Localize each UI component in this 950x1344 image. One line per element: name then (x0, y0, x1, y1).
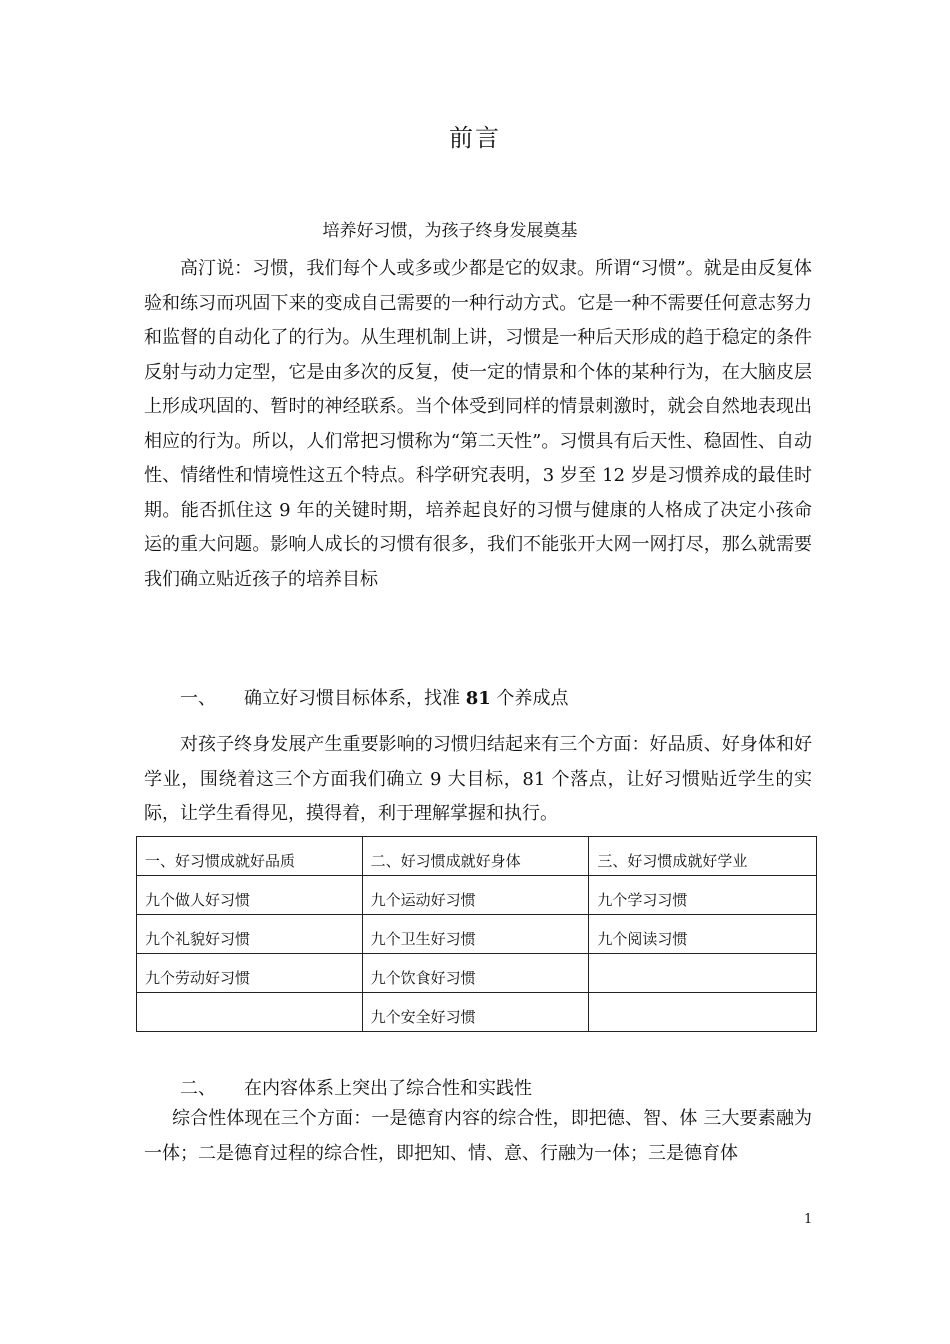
table-cell (137, 993, 363, 1032)
table-row (137, 876, 817, 915)
section-2-title: 在内容体系上突出了综合性和实践性 (244, 1078, 532, 1099)
table-cell: 九个礼貌好习惯 (137, 915, 363, 954)
section-1-title-suffix: 个养成点 (490, 688, 569, 709)
table-cell: 二、好习惯成就好身体 (362, 837, 589, 876)
table-cell: 一、好习惯成就好品质 (137, 837, 363, 876)
table-cell: 九个饮食好习惯 (362, 954, 589, 993)
table-row (137, 915, 817, 954)
section-1-number: 一、 (180, 688, 216, 709)
habits-table (136, 836, 817, 1032)
table-cell: 九个运动好习惯 (362, 876, 589, 915)
table-cell: 九个做人好习惯 (137, 876, 363, 915)
section-2-paragraph: 综合性体现在三个方面：一是德育内容的综合性，即把德、智、体 三大要素融为一体；二是德育过程的综合性，即把知、情、意、行融为一体；三是德育体 (144, 1108, 812, 1164)
page-number: 1 (804, 1212, 813, 1227)
page-subtitle: 培养好习惯，为孩子终身发展奠基 (322, 221, 578, 241)
table-row (137, 954, 817, 993)
section-1-title (244, 684, 569, 710)
table-cell: 九个卫生好习惯 (362, 915, 589, 954)
intro-paragraph: 高汀说：习惯，我们每个人或多或少都是它的奴隶。所谓“习惯”。就是由反复体验和练习而巩固下来的变成自己需要的一种行动方式。它是一种不需要任何意志努力和监督的自动化了的行为。从生理机制上讲，习惯是一种后天形成的趋于稳定的条件反射与动力定型，它是由多次的反复，使一定的情景和个体的某种行为，在大脑皮层上形成巩固的、暂时的神经联系。当个体受到同样的情景刺激时，就会自然地表现出相应的行为。所以，人们常把习惯称为“第二天性”。习惯具有后天性、稳固性、自动性、情绪性和情境性这五个特点。科学研究表明，3 岁至 12 岁是习惯养成的最佳时期。能否抓住这 9 年的关键时期，培养起良好的习惯与健康的人格成了决定小孩命运的重大问题。影响人成长的习惯有很多，我们不能张开大网一网打尽，那么就需要我们确立贴近孩子的培养目标 (144, 258, 812, 590)
table-cell: 九个阅读习惯 (589, 915, 817, 954)
page-title: 前言 (449, 124, 501, 152)
table-cell: 九个安全好习惯 (362, 993, 589, 1032)
table-cell: 九个学习习惯 (589, 876, 817, 915)
table-row (137, 837, 817, 876)
table-cell: 九个劳动好习惯 (137, 954, 363, 993)
table-cell (589, 993, 817, 1032)
table-cell (589, 954, 817, 993)
table-cell: 三、好习惯成就好学业 (589, 837, 817, 876)
section-1-title-prefix: 确立好习惯目标体系，找准 (244, 688, 466, 709)
table-row (137, 993, 817, 1032)
section-2-number: 二、 (180, 1078, 216, 1099)
section-1-title-bold: 81 (465, 688, 491, 709)
section-1-paragraph: 对孩子终身发展产生重要影响的习惯归结起来有三个方面：好品质、好身体和好学业，围绕着这三个方面我们确立 9 大目标，81 个落点，让好习惯贴近学生的实际，让学生看得见，摸得着，利于理解掌握和执行。 (144, 734, 812, 824)
